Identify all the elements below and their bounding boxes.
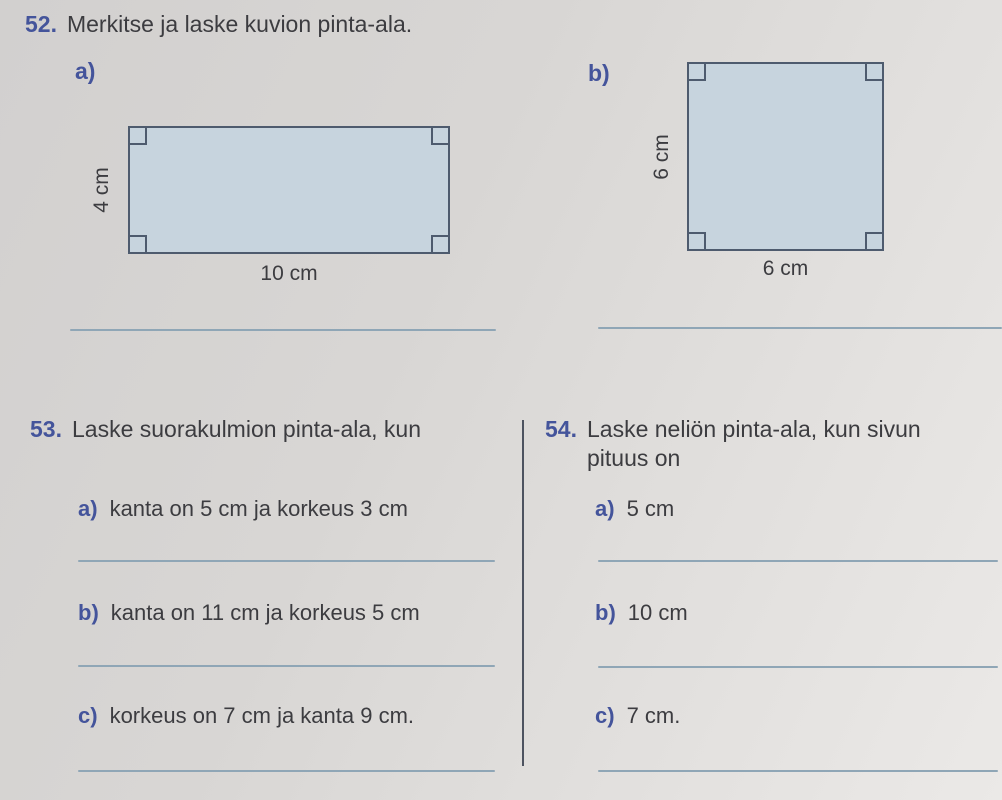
exercise-52-number: 52.	[25, 11, 57, 37]
rectangle-height-label	[80, 126, 124, 254]
item-letter: b)	[78, 600, 99, 625]
exercise-54-item-a	[595, 496, 674, 522]
item-text: 5 cm	[626, 496, 675, 521]
item-text: 7 cm.	[626, 703, 681, 728]
exercise-52-title: Merkitse ja laske kuvion pinta-ala.	[66, 11, 413, 37]
answer-line	[598, 666, 998, 668]
part-a-label: a)	[75, 58, 96, 84]
answer-line	[70, 329, 496, 331]
right-angle-mark	[865, 232, 882, 249]
exercise-53-item-b	[78, 600, 420, 626]
square-figure	[687, 62, 884, 251]
right-angle-mark	[689, 64, 706, 81]
exercise-52-heading	[25, 10, 412, 39]
right-angle-mark	[865, 64, 882, 81]
exercise-53-title: Laske suorakulmion pinta-ala, kun	[71, 416, 422, 442]
exercise-54-item-c	[595, 703, 680, 729]
exercise-53-item-a	[78, 496, 408, 522]
answer-line	[78, 560, 495, 562]
right-angle-mark	[689, 232, 706, 249]
answer-line	[598, 327, 1002, 329]
item-letter: a)	[595, 496, 615, 521]
answer-line	[598, 560, 998, 562]
right-angle-mark	[130, 128, 147, 145]
column-divider	[522, 420, 524, 766]
answer-line	[78, 770, 495, 772]
exercise-53-item-c	[78, 703, 414, 729]
exercise-54-title: Laske neliön pinta-ala, kun sivun pituus on	[586, 416, 921, 471]
rectangle-figure	[128, 126, 450, 254]
item-text: kanta on 5 cm ja korkeus 3 cm	[109, 496, 408, 521]
item-letter: c)	[78, 703, 98, 728]
answer-line	[78, 665, 495, 667]
item-letter: a)	[78, 496, 98, 521]
item-text: 10 cm	[627, 600, 688, 625]
square-width-label: 6 cm	[762, 257, 809, 280]
rectangle-height-text: 4 cm	[90, 167, 114, 213]
exercise-54-number: 54.	[545, 416, 577, 442]
exercise-54-heading	[545, 415, 973, 473]
item-text: korkeus on 7 cm ja kanta 9 cm.	[109, 703, 415, 728]
part-b-label: b)	[588, 60, 610, 86]
rectangle-width-label: 10 cm	[260, 262, 318, 285]
item-letter: c)	[595, 703, 615, 728]
item-text: kanta on 11 cm ja korkeus 5 cm	[110, 600, 420, 625]
item-letter: b)	[595, 600, 616, 625]
square-height-text: 6 cm	[650, 133, 674, 180]
square-height-label	[640, 62, 684, 251]
right-angle-mark	[130, 235, 147, 252]
exercise-54-item-b	[595, 600, 688, 626]
right-angle-mark	[431, 128, 448, 145]
exercise-53-heading	[30, 415, 490, 444]
exercise-53-number: 53.	[30, 416, 62, 442]
answer-line	[598, 770, 998, 772]
right-angle-mark	[431, 235, 448, 252]
